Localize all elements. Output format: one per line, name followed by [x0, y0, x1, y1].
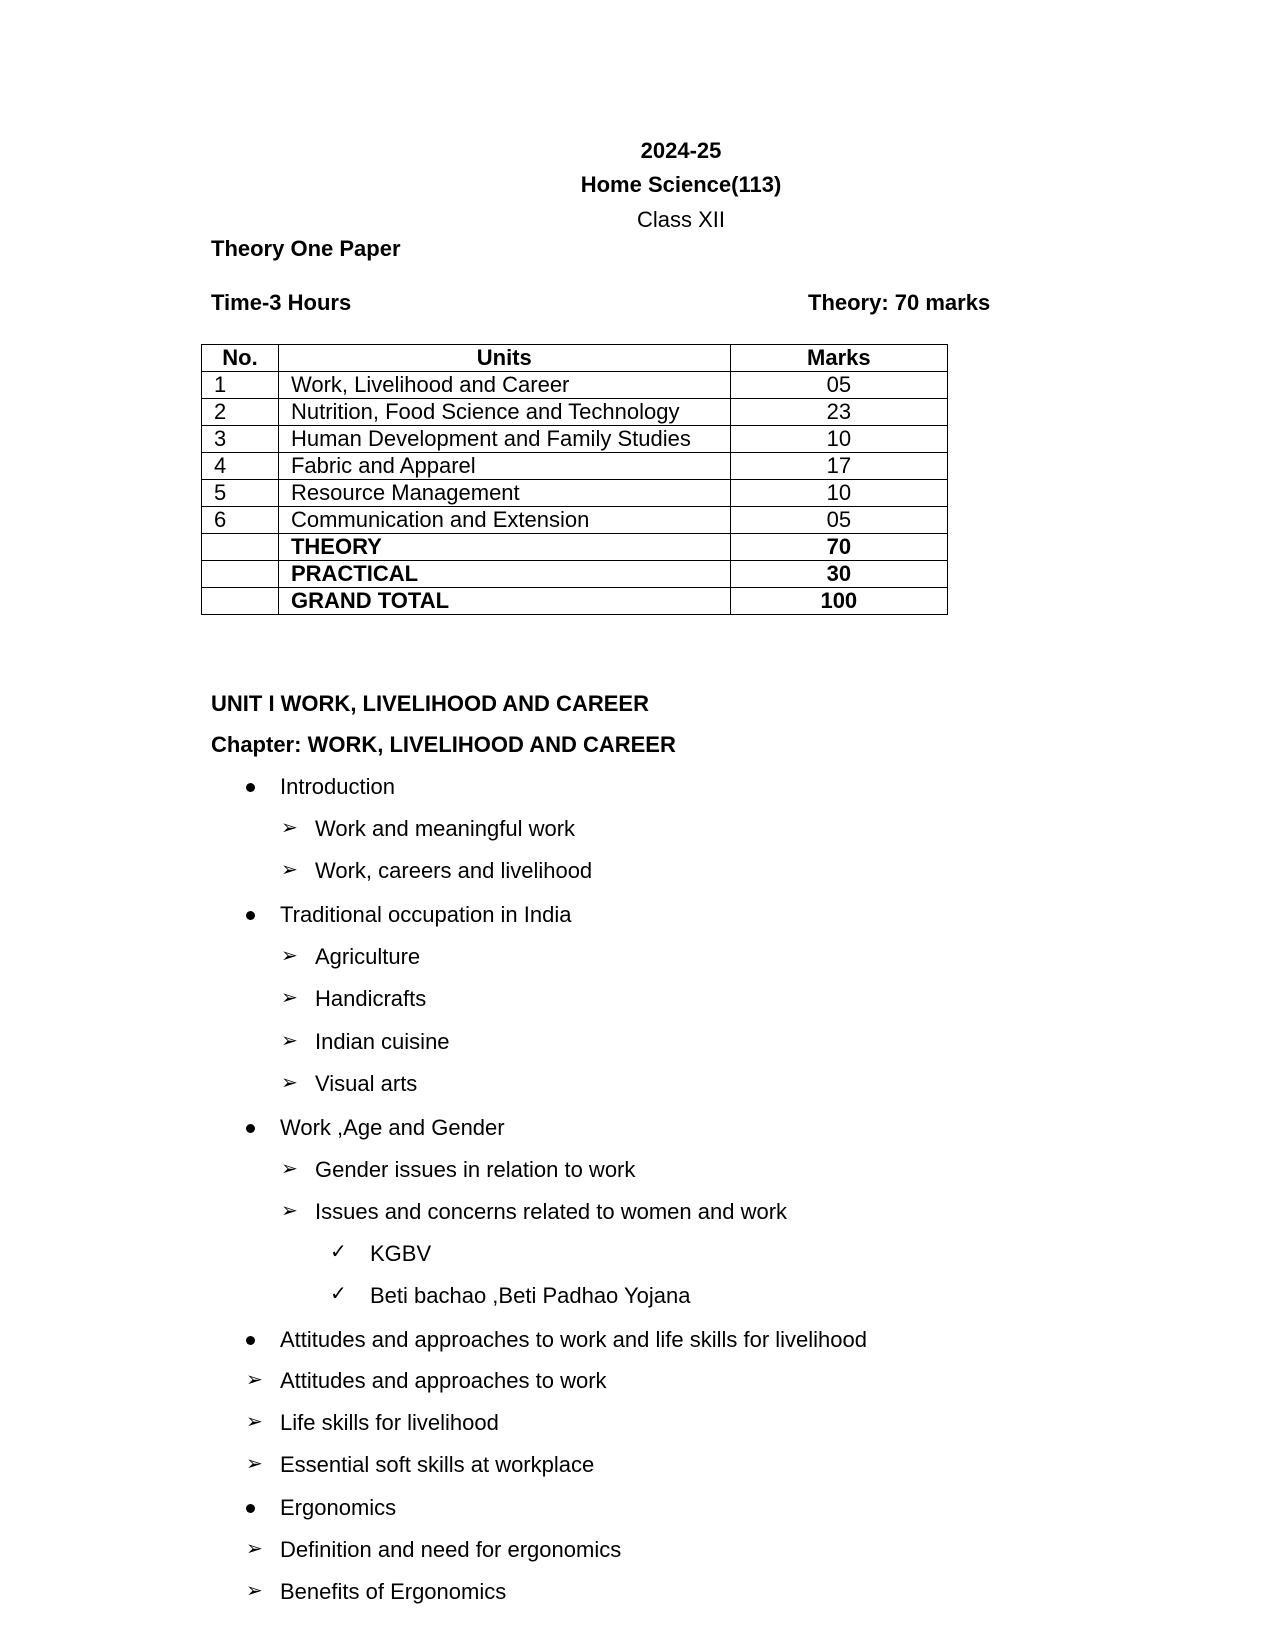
- arrow-bullet-icon: ➢: [281, 987, 298, 1009]
- arrow-bullet-icon: ➢: [246, 1369, 263, 1391]
- row-marks: 05: [730, 372, 947, 399]
- row-marks: 10: [730, 480, 947, 507]
- row-unit: Communication and Extension: [278, 507, 730, 534]
- row-marks: 10: [730, 426, 947, 453]
- outline-item: Attitudes and approaches to work and life skills for livelihood: [280, 1327, 867, 1352]
- arrow-bullet-icon: ➢: [246, 1411, 263, 1433]
- bullet-icon: [246, 1124, 255, 1133]
- arrow-bullet-icon: ➢: [281, 1158, 298, 1180]
- arrow-bullet-icon: ➢: [246, 1538, 263, 1560]
- arrow-bullet-icon: ➢: [281, 1030, 298, 1052]
- total-row-theory: [202, 534, 948, 561]
- row-unit: Work, Livelihood and Career: [278, 372, 730, 399]
- row-marks: 05: [730, 507, 947, 534]
- header-units: Units: [278, 345, 730, 372]
- marks-table: [201, 344, 948, 615]
- time-label: Time-3 Hours: [211, 290, 352, 315]
- arrow-bullet-icon: ➢: [281, 945, 298, 967]
- row-marks: 17: [730, 453, 947, 480]
- subject-title: Home Science(113): [580, 172, 782, 197]
- outline-item: Essential soft skills at workplace: [280, 1452, 595, 1477]
- row-no: 5: [202, 480, 279, 507]
- row-unit: Resource Management: [278, 480, 730, 507]
- checkmark-icon: ✓: [330, 1241, 347, 1263]
- outline-item: Ergonomics: [280, 1495, 397, 1520]
- bullet-icon: [246, 1336, 255, 1345]
- row-no: 3: [202, 426, 279, 453]
- row-no: 2: [202, 399, 279, 426]
- chapter-name: WORK, LIVELIHOOD AND CAREER: [301, 732, 676, 757]
- arrow-bullet-icon: ➢: [246, 1453, 263, 1475]
- outline-item: Gender issues in relation to work: [315, 1157, 636, 1182]
- total-marks: 70: [730, 534, 947, 561]
- table-row: [202, 453, 948, 480]
- total-row-practical: [202, 561, 948, 588]
- header-no: No.: [202, 345, 279, 372]
- paper-label: Theory One Paper: [211, 236, 401, 261]
- checkmark-icon: ✓: [330, 1283, 347, 1305]
- outline-item: Work and meaningful work: [315, 816, 576, 841]
- arrow-bullet-icon: ➢: [281, 859, 298, 881]
- row-no: 4: [202, 453, 279, 480]
- arrow-bullet-icon: ➢: [281, 817, 298, 839]
- arrow-bullet-icon: ➢: [281, 1072, 298, 1094]
- bullet-icon: [246, 783, 255, 792]
- table-row: [202, 507, 948, 534]
- outline-item: Introduction: [280, 774, 395, 799]
- row-marks: 23: [730, 399, 947, 426]
- header-marks: Marks: [730, 345, 947, 372]
- table-row: [202, 426, 948, 453]
- row-no: 6: [202, 507, 279, 534]
- total-marks: 30: [730, 561, 947, 588]
- outline-item: Work ,Age and Gender: [280, 1115, 505, 1140]
- row-unit: Nutrition, Food Science and Technology: [278, 399, 730, 426]
- total-row-grand: [202, 588, 948, 615]
- outline-item: Attitudes and approaches to work: [280, 1368, 607, 1393]
- outline-item: Work, careers and livelihood: [315, 858, 593, 883]
- outline-item: Agriculture: [315, 944, 421, 969]
- outline-item: Definition and need for ergonomics: [280, 1537, 622, 1562]
- total-label: GRAND TOTAL: [278, 588, 730, 615]
- outline-item: Visual arts: [315, 1071, 418, 1096]
- chapter-title: [211, 732, 676, 758]
- row-unit: Human Development and Family Studies: [278, 426, 730, 453]
- outline-item: Benefits of Ergonomics: [280, 1579, 507, 1604]
- outline-item: Handicrafts: [315, 986, 427, 1011]
- bullet-icon: [246, 911, 255, 920]
- row-no: 1: [202, 372, 279, 399]
- outline-item: Issues and concerns related to women and work: [315, 1199, 788, 1224]
- theory-marks-label: Theory: 70 marks: [808, 290, 991, 315]
- table-row: [202, 480, 948, 507]
- table-header-row: [202, 345, 948, 372]
- chapter-prefix: Chapter:: [211, 732, 302, 757]
- arrow-bullet-icon: ➢: [281, 1200, 298, 1222]
- unit-title: UNIT I WORK, LIVELIHOOD AND CAREER: [211, 691, 649, 716]
- total-label: PRACTICAL: [278, 561, 730, 588]
- year: 2024-25: [640, 138, 722, 163]
- row-unit: Fabric and Apparel: [278, 453, 730, 480]
- outline-item: Indian cuisine: [315, 1029, 450, 1054]
- table-row: [202, 372, 948, 399]
- outline-item: Beti bachao ,Beti Padhao Yojana: [370, 1283, 691, 1308]
- bullet-icon: [246, 1504, 255, 1513]
- class-label: Class XII: [636, 207, 726, 232]
- outline-item: KGBV: [370, 1241, 432, 1266]
- arrow-bullet-icon: ➢: [246, 1580, 263, 1602]
- table-row: [202, 399, 948, 426]
- total-label: THEORY: [278, 534, 730, 561]
- outline-item: Life skills for livelihood: [280, 1410, 499, 1435]
- total-marks: 100: [730, 588, 947, 615]
- outline-item: Traditional occupation in India: [280, 902, 572, 927]
